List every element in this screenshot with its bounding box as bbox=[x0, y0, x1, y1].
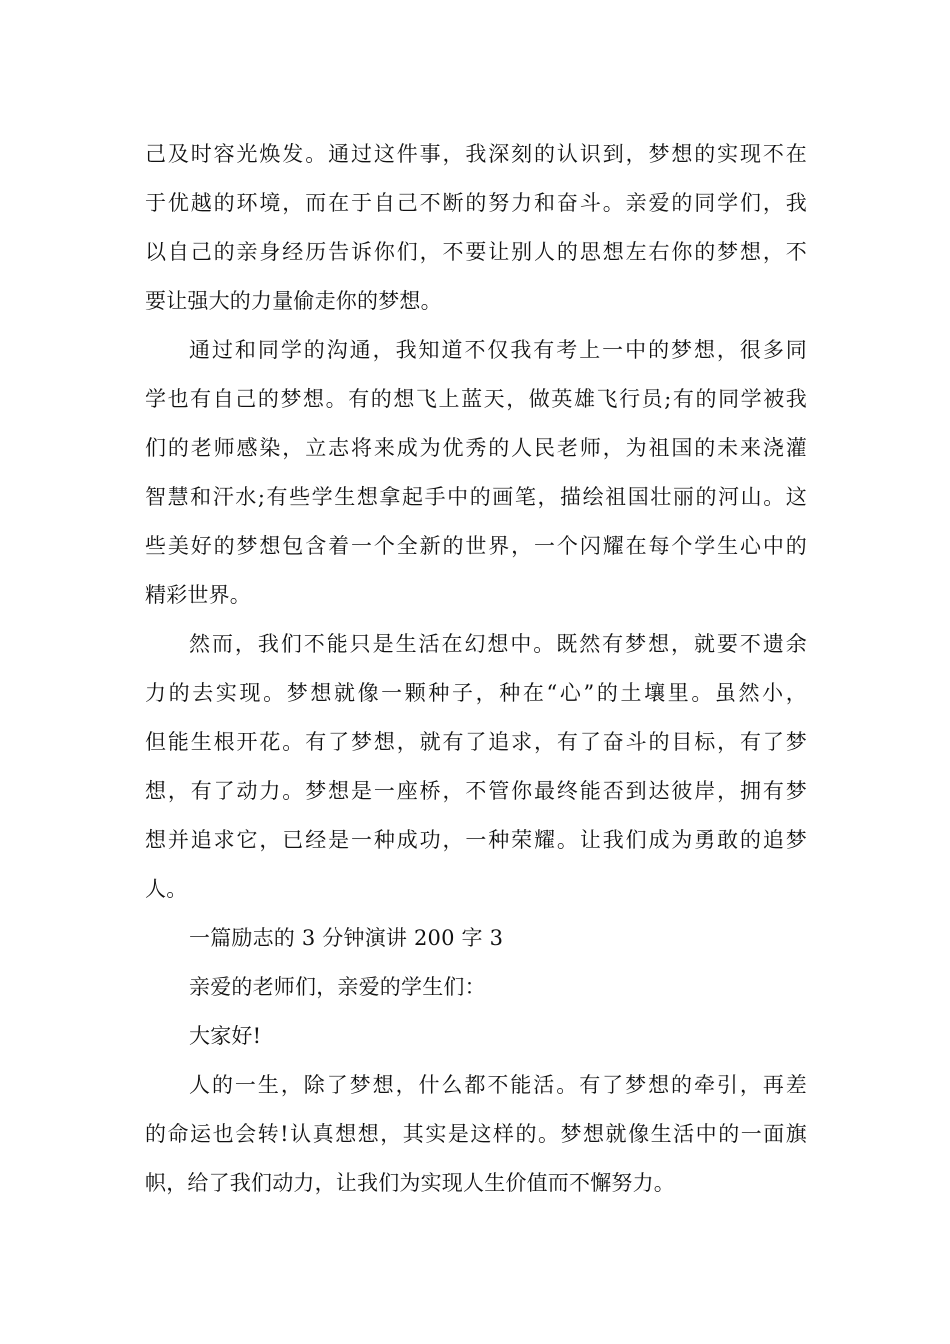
paragraph bbox=[145, 1061, 807, 1208]
text-line: 帜，给了我们动力，让我们为实现人生价值而不懈努力。 bbox=[145, 1171, 675, 1195]
text-line: 精彩世界。 bbox=[145, 583, 251, 607]
text-line: 人的一生，除了梦想，什么都不能活。有了梦想的牵引，再差 bbox=[189, 1073, 807, 1097]
text-line: 然而，我们不能只是生活在幻想中。既然有梦想，就要不遗余 bbox=[189, 632, 807, 656]
paragraph bbox=[145, 620, 807, 914]
text-line: 要让强大的力量偷走你的梦想。 bbox=[145, 289, 442, 313]
text-line: 以自己的亲身经历告诉你们，不要让别人的思想左右你的梦想，不 bbox=[145, 240, 807, 264]
text-line: 于优越的环境，而在于自己不断的努力和奋斗。亲爱的同学们，我 bbox=[145, 191, 807, 215]
text-line: 一篇励志的 3 分钟演讲 200 字 3 bbox=[189, 926, 504, 950]
text-line: 亲爱的老师们，亲爱的学生们： bbox=[189, 975, 486, 999]
section-heading bbox=[145, 914, 807, 963]
paragraph bbox=[145, 326, 807, 620]
text-line: 些美好的梦想包含着一个全新的世界，一个闪耀在每个学生心中的 bbox=[145, 534, 807, 558]
document-body bbox=[145, 130, 807, 1208]
text-line: 想并追求它，已经是一种成功，一种荣耀。让我们成为勇敢的追梦 bbox=[145, 828, 807, 852]
text-line: 想，有了动力。梦想是一座桥，不管你最终能否到达彼岸，拥有梦 bbox=[145, 779, 807, 803]
text-line: 通过和同学的沟通，我知道不仅我有考上一中的梦想，很多同 bbox=[189, 338, 807, 362]
paragraph bbox=[145, 130, 807, 326]
greeting bbox=[145, 1012, 807, 1061]
text-line: 智慧和汗水;有些学生想拿起手中的画笔，描绘祖国壮丽的河山。这 bbox=[145, 485, 807, 509]
text-line: 的命运也会转!认真想想，其实是这样的。梦想就像生活中的一面旗 bbox=[145, 1122, 807, 1146]
text-line: 但能生根开花。有了梦想，就有了追求，有了奋斗的目标，有了梦 bbox=[145, 730, 807, 754]
text-line: 学也有自己的梦想。有的想飞上蓝天，做英雄飞行员;有的同学被我 bbox=[145, 387, 807, 411]
text-line: 己及时容光焕发。通过这件事，我深刻的认识到，梦想的实现不在 bbox=[145, 142, 807, 166]
text-line: 们的老师感染，立志将来成为优秀的人民老师，为祖国的未来浇灌 bbox=[145, 436, 807, 460]
text-line: 力的去实现。梦想就像一颗种子，种在“心”的土壤里。虽然小， bbox=[145, 681, 807, 705]
salutation bbox=[145, 963, 807, 1012]
text-line: 大家好! bbox=[189, 1024, 262, 1048]
text-line: 人。 bbox=[145, 877, 188, 901]
